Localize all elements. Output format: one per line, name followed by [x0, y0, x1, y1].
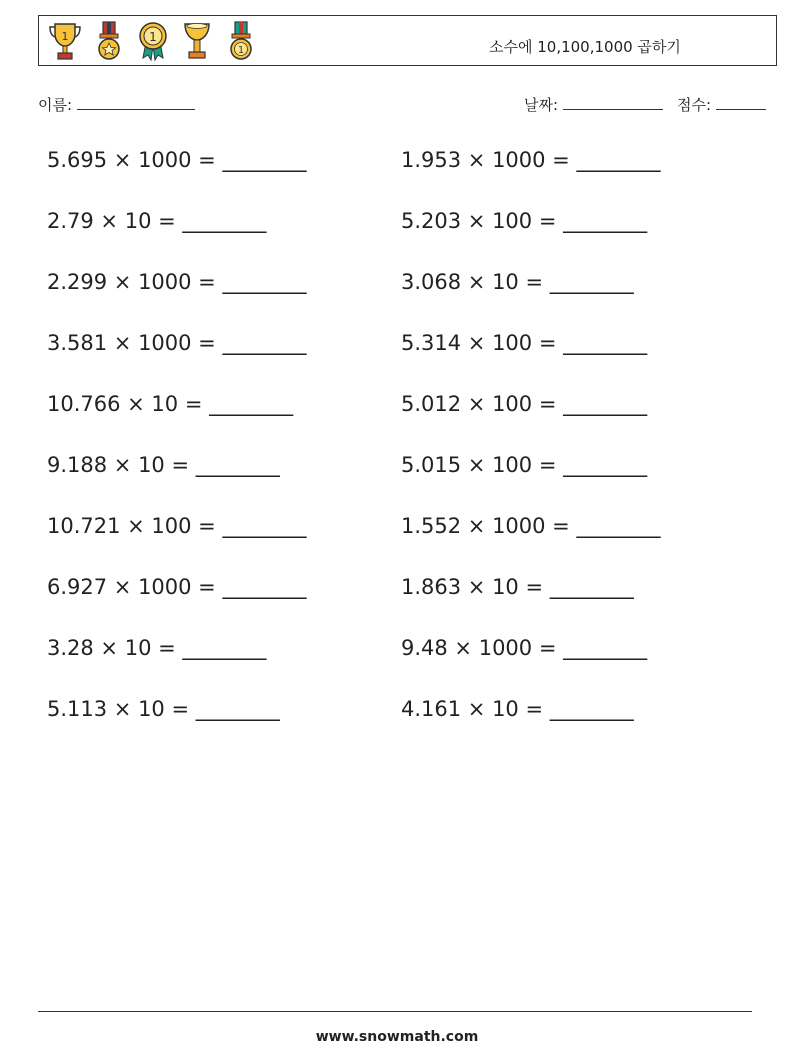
medal-icon [91, 20, 127, 62]
problem-item: 5.695 × 1000 = ________ [47, 148, 307, 172]
worksheet-title: 소수에 10,100,1000 곱하기 [489, 38, 681, 56]
problem-item: 3.28 × 10 = ________ [47, 636, 267, 660]
score-label: 점수: [677, 96, 712, 114]
problem-item: 1.552 × 1000 = ________ [401, 514, 661, 538]
problem-item: 5.203 × 100 = ________ [401, 209, 648, 233]
svg-text:1: 1 [61, 30, 69, 43]
date-field [524, 94, 663, 115]
footer-url[interactable]: www.snowmath.com [315, 1029, 479, 1045]
problem-item: 5.314 × 100 = ________ [401, 331, 648, 355]
problem-item: 5.113 × 10 = ________ [47, 697, 280, 721]
award-icons [47, 20, 259, 62]
problem-item: 2.79 × 10 = ________ [47, 209, 267, 233]
problem-item: 3.068 × 10 = ________ [401, 270, 634, 294]
problem-item: 9.48 × 1000 = ________ [401, 636, 648, 660]
name-label: 이름: [38, 96, 73, 114]
score-blank[interactable] [716, 95, 766, 110]
footer-divider [38, 1011, 752, 1012]
name-blank[interactable] [77, 95, 195, 110]
problem-item: 10.721 × 100 = ________ [47, 514, 307, 538]
problem-item: 10.766 × 10 = ________ [47, 392, 294, 416]
svg-text:1: 1 [149, 30, 157, 44]
date-blank[interactable] [563, 95, 663, 110]
problem-item: 4.161 × 10 = ________ [401, 697, 634, 721]
date-label: 날짜: [524, 96, 559, 114]
problem-item: 5.012 × 100 = ________ [401, 392, 648, 416]
rosette-icon [135, 20, 171, 62]
medal-icon [223, 20, 259, 62]
svg-text:1: 1 [237, 45, 245, 56]
name-field [38, 94, 195, 115]
problem-item: 3.581 × 1000 = ________ [47, 331, 307, 355]
problem-item: 6.927 × 1000 = ________ [47, 575, 307, 599]
problem-item: 2.299 × 1000 = ________ [47, 270, 307, 294]
problem-item: 1.863 × 10 = ________ [401, 575, 634, 599]
trophy-icon [47, 20, 83, 62]
cup-icon [179, 20, 215, 62]
problem-item: 5.015 × 100 = ________ [401, 453, 648, 477]
problem-item: 1.953 × 1000 = ________ [401, 148, 661, 172]
problem-item: 9.188 × 10 = ________ [47, 453, 280, 477]
score-field [677, 94, 766, 115]
worksheet-header [38, 15, 777, 66]
